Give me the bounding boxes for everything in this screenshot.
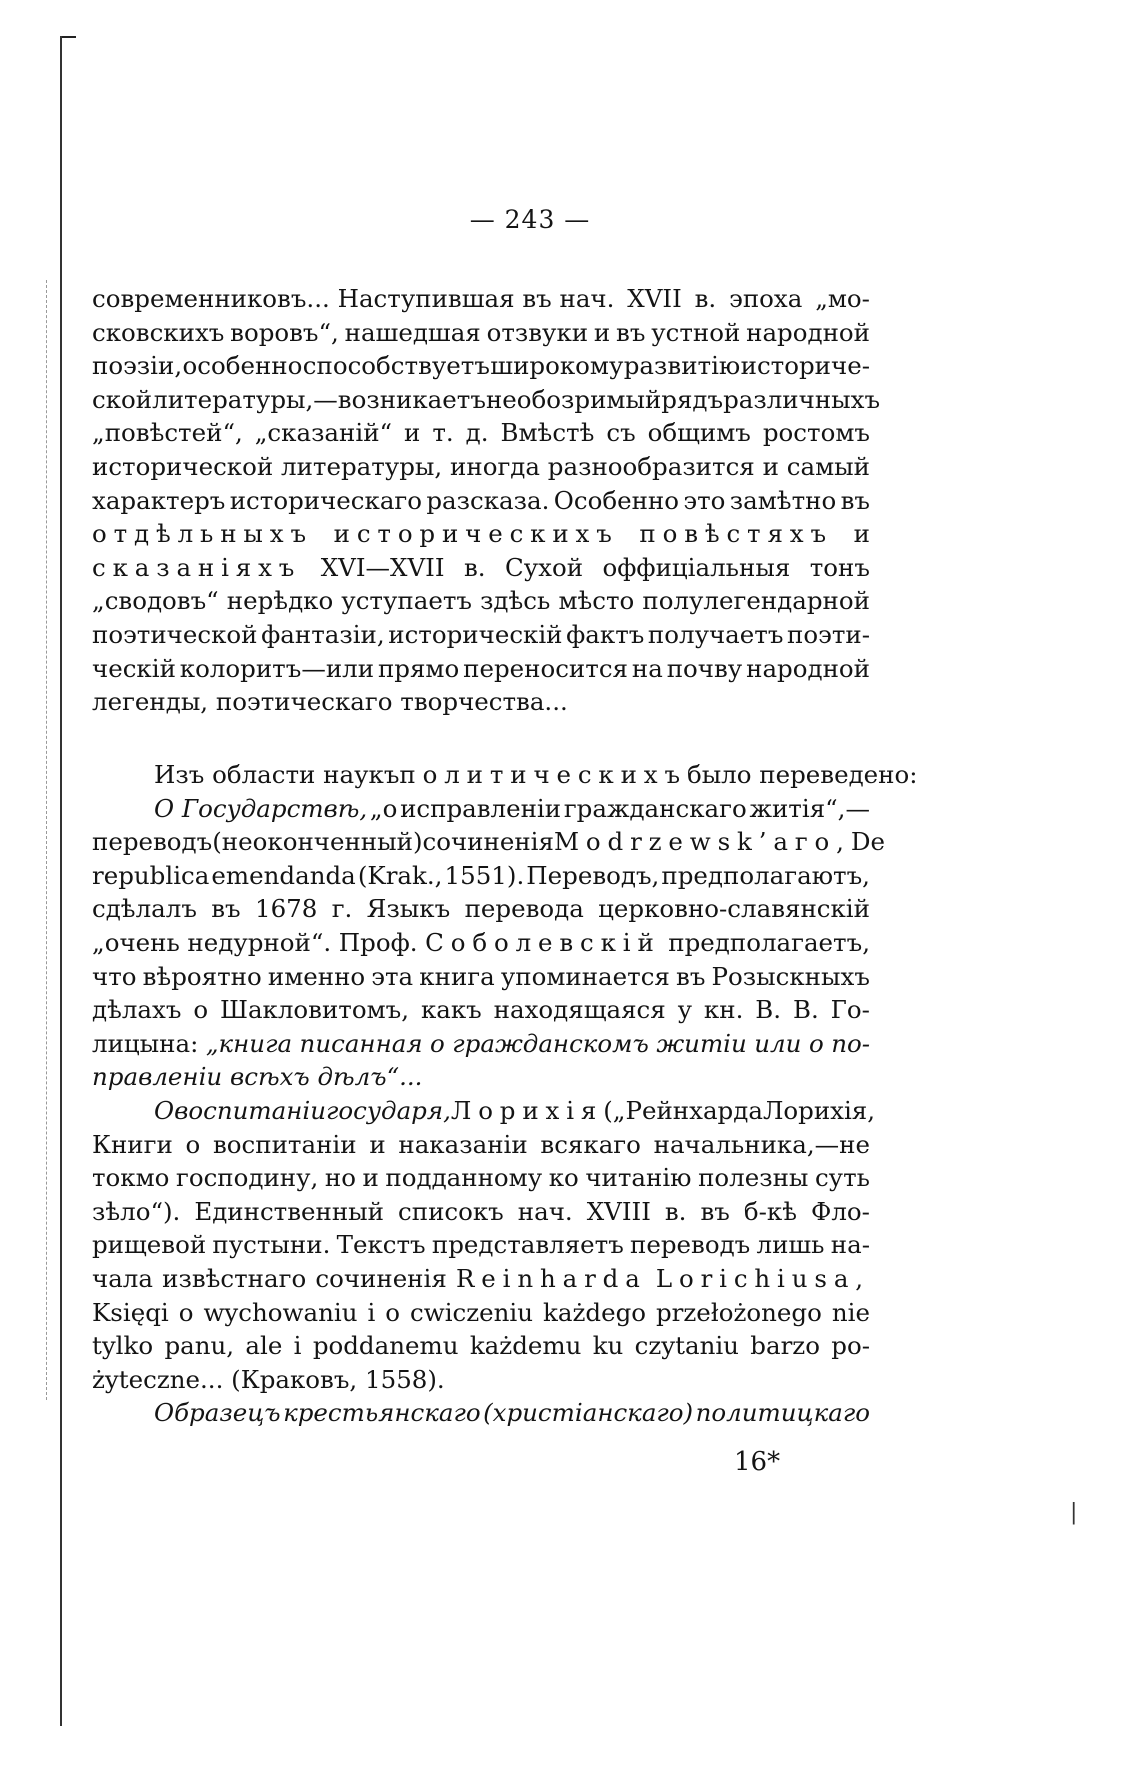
text-line: Księqi o wychowaniu i o cwiczeniu każdego przełożonego nie — [92, 1297, 870, 1327]
text-line: современниковъ... Наступившая въ нач. XVII в. эпоха „мо- — [92, 284, 870, 313]
text-line: исторической литературы, иногда разнообразится и самый — [92, 451, 870, 481]
text-line: чала извѣстнаго сочиненія Reinharda Lorichiusa, — [92, 1263, 870, 1293]
text-line: ской литературы,—возникаетъ необозримый рядъ различныхъ — [92, 384, 881, 414]
text-line: переводъ (не оконченный) сочиненія Modrzewsk’аго, De — [92, 827, 885, 857]
text-line: ческій колоритъ—или прямо переносится на почву народной — [92, 653, 870, 683]
text-line: Изъ области наукъ политическихъ было переведено: — [154, 760, 918, 789]
text-line: сковскихъ воровъ“, нашедшая отзвуки и въ устной народной — [92, 317, 870, 347]
page-number: — 243 — — [469, 205, 591, 234]
paragraph-historical-literature — [92, 282, 881, 719]
text-line: рищевой пустыни. Текстъ представляетъ переводъ лишь на- — [92, 1230, 870, 1260]
text-line: правленіи всѣхъ дѣлъ“... — [92, 1062, 423, 1092]
printer-signature: 16* — [734, 1447, 781, 1477]
text-line: tylko panu, ale i poddanemu każdemu ku czytaniu barzo po- — [92, 1331, 870, 1361]
text-line: токмо господину, но и подданному ко читанію полезны суть — [92, 1163, 870, 1193]
margin-speckle — [46, 280, 48, 1400]
text-line: сдѣлалъ въ 1678 г. Языкъ перевода церковно-славянскій — [92, 894, 870, 924]
text-line: О воспитаніи государя, Лорихія („Рейнхарда Лорихія, — [154, 1095, 876, 1125]
text-line: что вѣроятно именно эта книга упоминается въ Розыскныхъ — [92, 961, 870, 991]
text-line: Книги о воспитаніи и наказаніи всякаго начальника,—не — [92, 1129, 870, 1159]
text-line: характеръ историческаго разсказа. Особенно это замѣтно въ — [92, 485, 870, 515]
text-line: „очень недурной“. Проф. Соболевскій предполагаетъ, — [92, 927, 870, 957]
text-line: О Государствѣ, „о исправленіи гражданскаго житія“,— — [92, 792, 870, 826]
scan-edge-mark: | — [1070, 1500, 1078, 1525]
book-title-gosudarstvo: О Государствѣ, — [154, 793, 368, 823]
text-line: поэзіи, особенно способствуетъ широкому развитію историче- — [92, 351, 870, 381]
text-line: żyteczne... (Краковъ, 1558). — [92, 1364, 445, 1394]
text-line: легенды, поэтическаго творчества... — [92, 687, 568, 717]
text-line: republica emendanda (Krak., 1551). Переводъ, предполагаютъ, — [92, 860, 870, 890]
scan-border-corner — [60, 36, 76, 38]
text-line: лицына: „книга писанная о гражданскомъ житіи или о по- — [92, 1028, 870, 1058]
scan-border-edge — [60, 36, 62, 1726]
text-line: Образецъ крестьянскаго (христіанскаго) политицкаго — [154, 1398, 870, 1428]
section-political-sciences — [92, 758, 918, 1430]
text-line: „сводовъ“ нерѣдко уступаетъ здѣсь мѣсто полулегендарной — [92, 586, 870, 616]
text-line: сказаніяхъ XVI—XVII в. Сухой оффиціальныя тонъ — [92, 552, 870, 582]
text-line: поэтической фантазіи, историческій фактъ получаетъ поэти- — [92, 619, 870, 649]
text-line: зѣло“). Единственный списокъ нач. XVIII в. въ б-кѣ Фло- — [92, 1196, 870, 1226]
text-line: отдѣльныхъ историческихъ повѣстяхъ и — [92, 519, 870, 549]
text-line: „повѣстей“, „сказаній“ и т. д. Вмѣстѣ съ общимъ ростомъ — [92, 418, 870, 448]
text-line: дѣлахъ о Шакловитомъ, какъ находящаяся у кн. В. В. Го- — [92, 995, 870, 1025]
